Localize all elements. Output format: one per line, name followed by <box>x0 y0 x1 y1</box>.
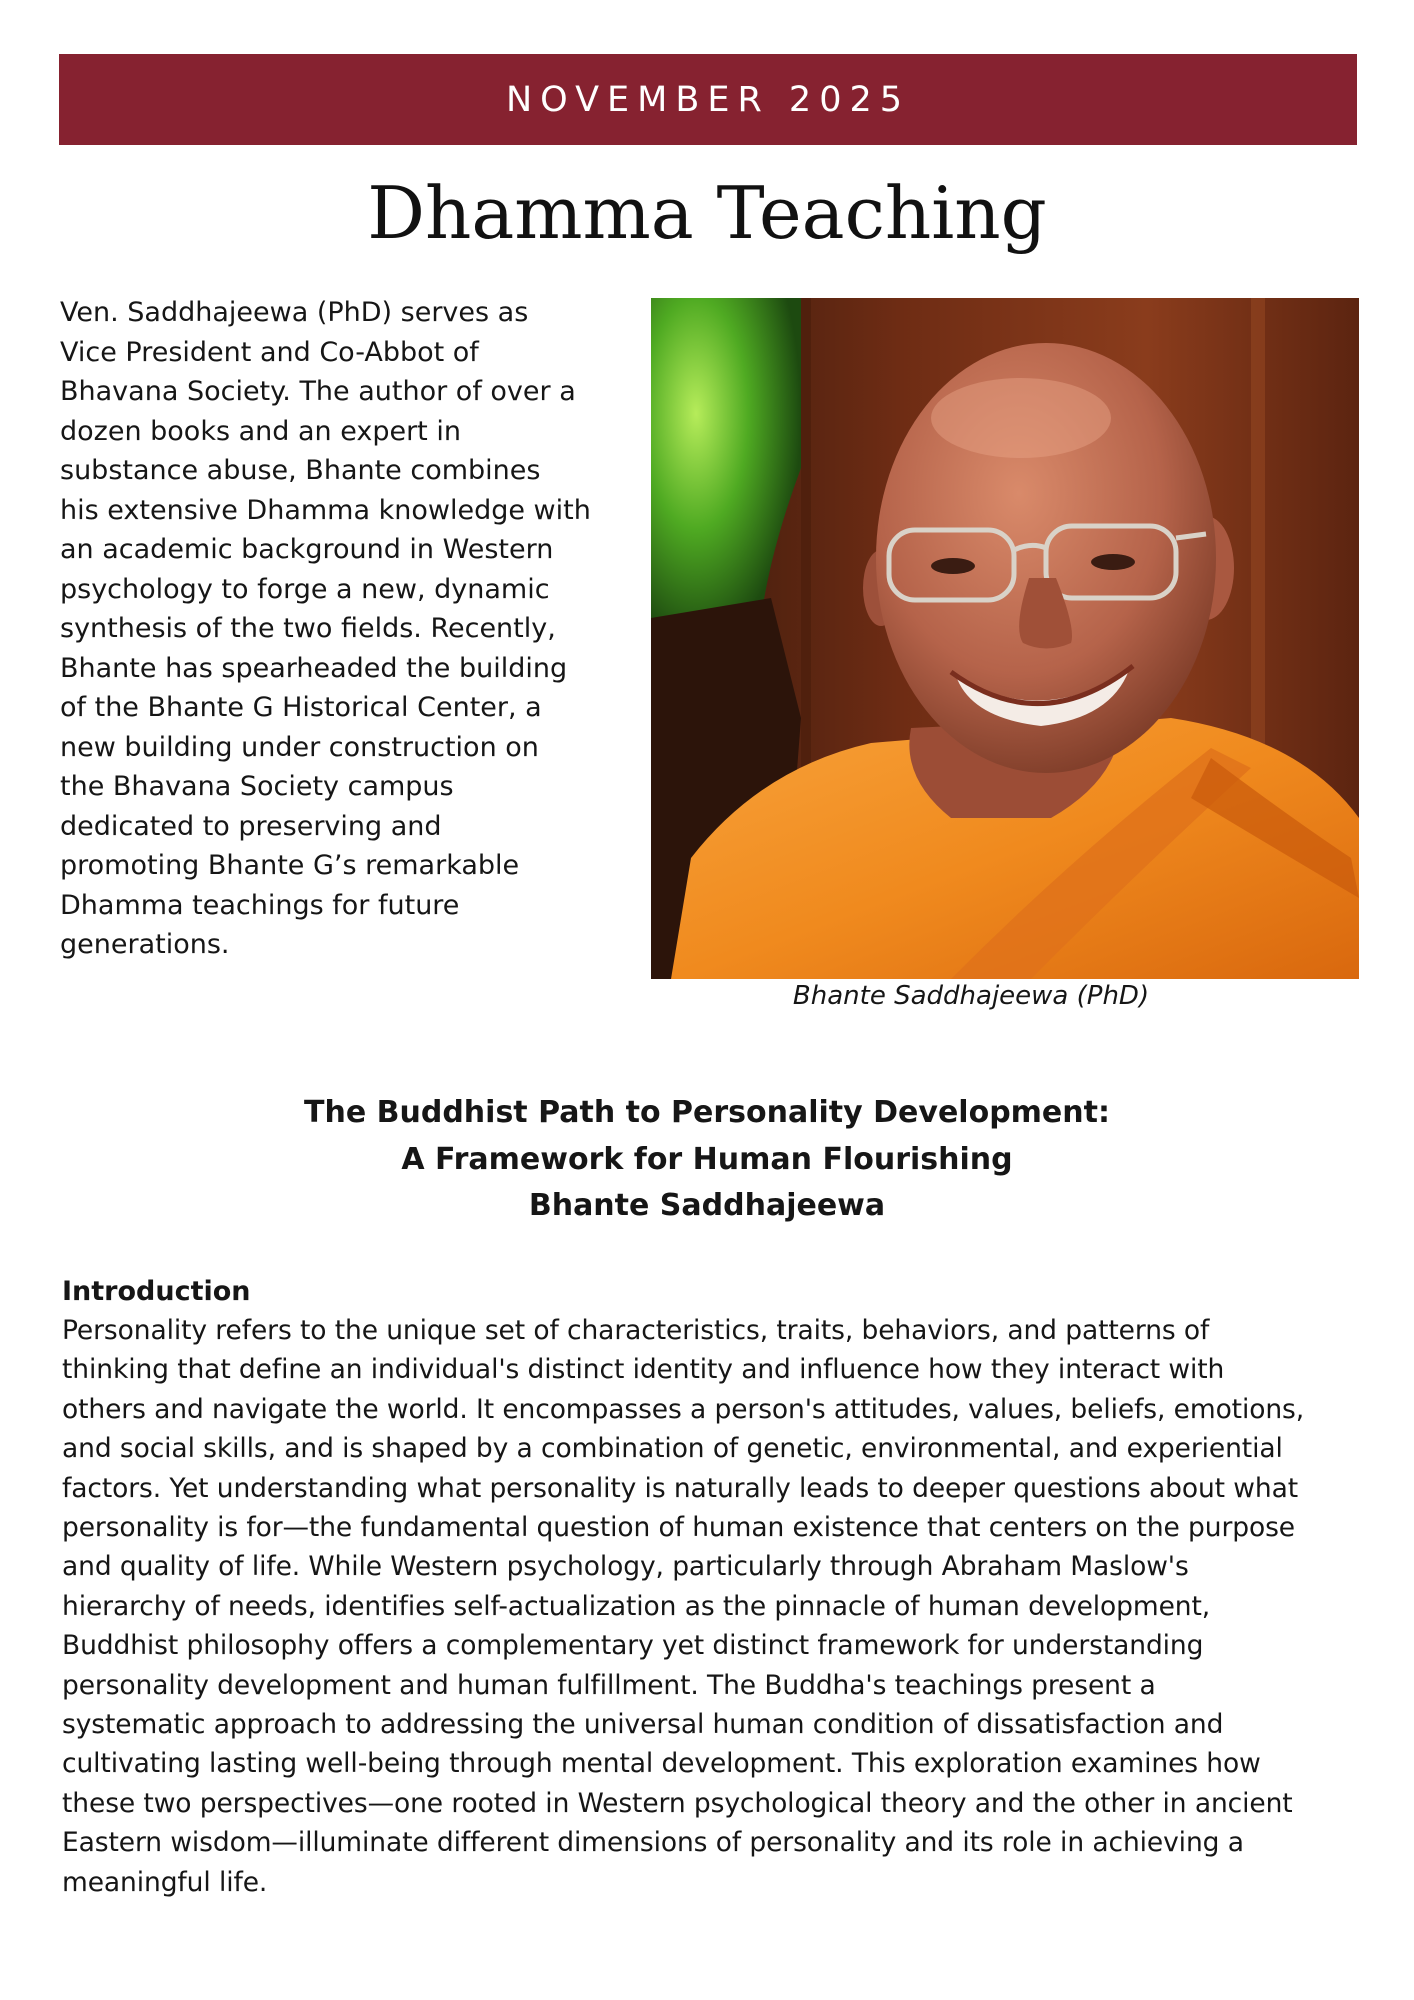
bio-line: Ven. Saddhajeewa (PhD) serves as <box>60 297 529 328</box>
article-heading <box>0 1090 1414 1230</box>
intro-line: Buddhist philosophy offers a complementary yet distinct framework for understanding <box>62 1630 1204 1662</box>
intro-line: thinking that define an individual's distinct identity and influence how they interact with <box>62 1354 1225 1386</box>
intro-line: Eastern wisdom—illuminate different dimensions of personality and its role in achieving a <box>62 1827 1244 1859</box>
photo-caption: Bhante Saddhajeewa (PhD) <box>792 981 1150 1011</box>
intro-line: and quality of life. While Western psychology, particularly through Abraham Maslow's <box>62 1551 1189 1583</box>
bio-line: psychology to forge a new, dynamic <box>60 573 550 605</box>
intro-line: others and navigate the world. It encompasses a person's attitudes, values, beliefs, emotions, <box>62 1393 1305 1425</box>
bio-line: of the Bhante G Historical Center, a <box>60 692 542 723</box>
intro-line: personality development and human fulfillment. The Buddha's teachings present a <box>62 1669 1156 1701</box>
eye <box>1091 554 1135 570</box>
bio-paragraph <box>60 293 620 965</box>
bio-line: substance abuse, Bhante combines <box>60 455 541 486</box>
bio-line: dozen books and an expert in <box>60 415 461 447</box>
bio-line: the Bhavana Society campus <box>60 771 454 802</box>
intro-line: personality is for—the fundamental question of human existence that centers on the purpose <box>62 1512 1295 1544</box>
bio-line: an academic background in Western <box>60 534 554 565</box>
month-banner <box>59 54 1357 145</box>
eye <box>931 558 975 574</box>
page-title: Dhamma Teaching <box>367 171 1047 255</box>
article-title-line1: The Buddhist Path to Personality Development: <box>304 1095 1110 1130</box>
portrait-photo <box>651 298 1359 979</box>
intro-paragraph <box>62 1311 1362 1902</box>
intro-line: systematic approach to addressing the universal human condition of dissatisfaction and <box>62 1709 1224 1741</box>
intro-line: meaningful life. <box>62 1866 268 1898</box>
bio-line: Bhavana Society. The author of over a <box>60 376 576 407</box>
intro-line: these two perspectives—one rooted in Western psychological theory and the other in ancient <box>62 1787 1293 1819</box>
bio-line: Dhamma teachings for future <box>60 889 460 921</box>
bio-line: promoting Bhante G’s remarkable <box>60 850 520 881</box>
intro-line: factors. Yet understanding what personality is naturally leads to deeper questions about what <box>62 1472 1298 1504</box>
bio-line: new building under construction on <box>60 731 539 763</box>
bio-line: Bhante has spearheaded the building <box>60 652 568 684</box>
intro-line: and social skills, and is shaped by a combination of genetic, environmental, and experiential <box>62 1433 1283 1465</box>
bio-line: Vice President and Co-Abbot of <box>60 336 479 368</box>
bio-line: his extensive Dhamma knowledge with <box>60 494 591 526</box>
head-highlight <box>931 378 1111 458</box>
bio-line: dedicated to preserving and <box>60 810 442 842</box>
bio-line: synthesis of the two fields. Recently, <box>60 613 556 644</box>
bio-line: generations. <box>60 929 230 960</box>
article-author: Bhante Saddhajeewa <box>528 1188 886 1223</box>
intro-line: Personality refers to the unique set of characteristics, traits, behaviors, and patterns of <box>62 1315 1210 1346</box>
banner-text: NOVEMBER 2025 <box>505 79 910 120</box>
intro-line: cultivating lasting well-being through mental development. This exploration examines how <box>62 1748 1261 1780</box>
section-title: Introduction <box>62 1276 251 1307</box>
intro-line: hierarchy of needs, identifies self-actualization as the pinnacle of human development, <box>62 1590 1211 1622</box>
article-title-line2: A Framework for Human Flourishing <box>401 1141 1013 1177</box>
